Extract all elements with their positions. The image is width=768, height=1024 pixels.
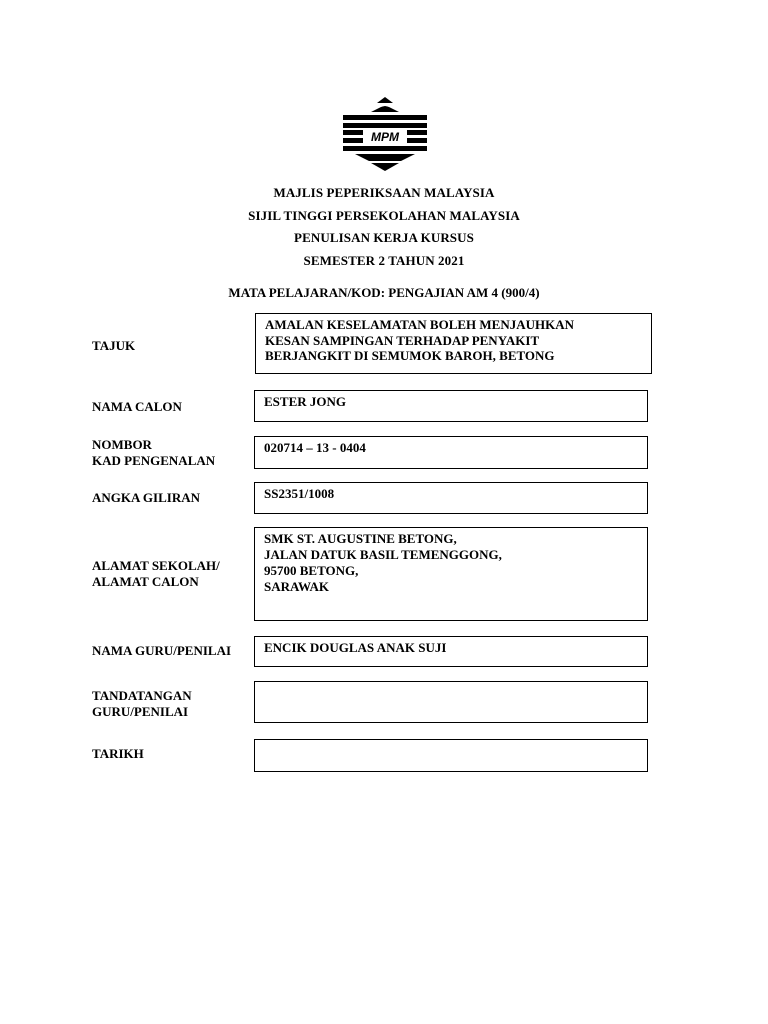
header-coursework: PENULISAN KERJA KURSUS <box>294 230 474 245</box>
label-nombor-line1: NOMBOR <box>92 437 152 452</box>
label-nama-guru: NAMA GURU/PENILAI <box>92 643 232 658</box>
label-tajuk: TAJUK <box>92 338 136 353</box>
label-tandatangan <box>92 688 192 720</box>
label-angka-giliran: ANGKA GILIRAN <box>92 490 200 505</box>
logo-text: MPM <box>371 130 399 144</box>
tandatangan-box[interactable] <box>254 681 648 723</box>
subject-code: MATA PELAJARAN/KOD: PENGAJIAN AM 4 (900/4) <box>228 285 540 300</box>
label-alamat-line1: ALAMAT SEKOLAH/ <box>92 558 220 573</box>
alamat-box: SMK ST. AUGUSTINE BETONG, JALAN DATUK BASIL TEMENGGONG, 95700 BETONG, SARAWAK <box>254 527 648 621</box>
label-nama-calon: NAMA CALON <box>92 399 182 414</box>
mpm-logo-icon <box>341 97 429 171</box>
header-council: MAJLIS PEPERIKSAAN MALAYSIA <box>273 185 495 200</box>
header-semester: SEMESTER 2 TAHUN 2021 <box>303 253 465 268</box>
nombor-kad-box: 020714 – 13 - 0404 <box>254 436 648 469</box>
header-certificate: SIJIL TINGGI PERSEKOLAHAN MALAYSIA <box>248 208 520 223</box>
label-nombor-line2: KAD PENGENALAN <box>92 453 216 468</box>
tarikh-box[interactable] <box>254 739 648 772</box>
label-tandatangan-line2: GURU/PENILAI <box>92 704 189 719</box>
tajuk-box: AMALAN KESELAMATAN BOLEH MENJAUHKAN KESAN SAMPINGAN TERHADAP PENYAKIT BERJANGKIT DI SEMUMOK BAROH, BETONG <box>255 313 652 374</box>
angka-giliran-box: SS2351/1008 <box>254 482 648 514</box>
label-tandatangan-line1: TANDATANGAN <box>92 688 192 703</box>
label-nombor-kad <box>92 437 215 469</box>
label-alamat <box>92 558 220 590</box>
nama-guru-box: ENCIK DOUGLAS ANAK SUJI <box>254 636 648 667</box>
nama-calon-box: ESTER JONG <box>254 390 648 422</box>
label-tarikh: TARIKH <box>92 746 144 761</box>
label-alamat-line2: ALAMAT CALON <box>92 574 199 589</box>
